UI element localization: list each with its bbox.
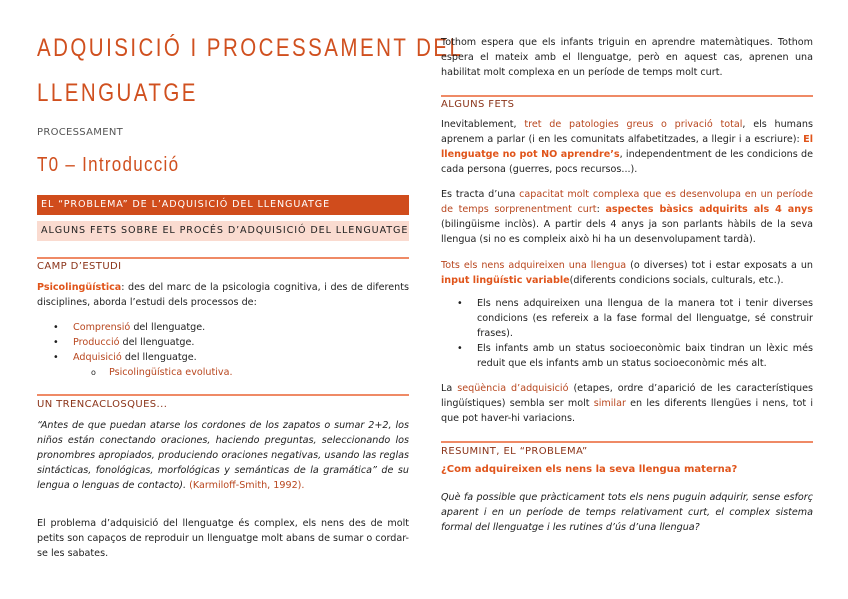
accent-text: Adquisició xyxy=(73,352,122,363)
text-run: “Antes de que puedan atarse los cordones de los zapatos o sumar 2+2, los niños están conectando oraciones, haciendo preguntas, seleccionando los pronombres apropiados, produciendo oraciones negativas, usando las reglas sintácticas, fonológicas, morfológicas y semánticas de la gramática” de su lengua o lenguas de contacto). xyxy=(37,420,409,491)
accent-text: Tots els nens adquireixen una llengua xyxy=(441,260,627,271)
highlight-text: Psicolingüística xyxy=(37,282,122,293)
accent-text: Producció xyxy=(73,337,120,348)
list-item xyxy=(37,320,409,335)
divider xyxy=(37,257,409,259)
highlight-text: input lingüístic variable xyxy=(441,275,570,286)
section-heading-resum: RESUMINT, EL “PROBLEMA” xyxy=(441,446,588,457)
accent-text: Psicolingüística evolutiva. xyxy=(109,367,233,378)
fets-bullet-list xyxy=(441,296,813,371)
divider xyxy=(441,95,813,97)
problem-paragraph xyxy=(37,516,409,561)
section-banner-primary: EL “PROBLEMA” DE L’ADQUISICIÓ DEL LLENGUATGE xyxy=(37,195,409,215)
list-item xyxy=(441,296,813,341)
text-run: Tothom espera que els infants triguin en aprendre matemàtiques. Tothom espera el mateix amb el llenguatge, però en aquest cas, aprenen una habilitat molt complexa en un període de temps molt curt. xyxy=(441,37,813,78)
text-run: del llenguatge. xyxy=(121,352,197,363)
key-question: ¿Com adquireixen els nens la seva llengua materna? xyxy=(441,464,738,475)
divider xyxy=(37,394,409,396)
text-run: La xyxy=(441,383,458,394)
highlight-text: El llenguatge no pot NO aprendre’s xyxy=(441,134,813,160)
fets-paragraph-3 xyxy=(441,258,813,288)
text-run: del llenguatge. xyxy=(119,337,195,348)
document-title-line2: LLENGUATGE xyxy=(37,79,198,107)
text-run: Es tracta d’una xyxy=(441,189,520,200)
text-run: (bilingüisme inclòs). A partir dels 4 anys ja son parlants hàbils de la seva llengua (si no es compleix això hi ha un desenvolupament tardà). xyxy=(441,219,813,245)
text-run: Què fa possible que pràcticament tots els nens puguin adquirir, sense esforç aparent i en un període de temps relativament curt, el complex sistema formal del llenguatge i les rutines d’ús d’una llengua? xyxy=(441,492,813,533)
text-run: del llenguatge. xyxy=(130,322,206,333)
subject-label: PROCESSAMENT xyxy=(37,127,124,138)
text-run: Els nens adquireixen una llengua de la manera tot i tenir diverses condicions (es refereix a la fase formal del llenguatge, sé construir frases). xyxy=(477,298,813,339)
section-banner-secondary: ALGUNS FETS SOBRE EL PROCÉS D’ADQUISICIÓ DEL LLENGUATGE xyxy=(37,221,409,241)
list-item xyxy=(37,335,409,350)
text-run: : xyxy=(596,204,606,215)
accent-text: seqüència d’adquisició xyxy=(457,383,569,394)
fets-paragraph-1 xyxy=(441,117,813,177)
text-run: Inevitablement, xyxy=(441,119,525,130)
text-run: Els infants amb un status socioeconòmic baix tindran un lèxic més reduit que els infants amb un status socioeconòmic més alt. xyxy=(477,343,813,369)
intro-paragraph xyxy=(441,35,813,80)
divider xyxy=(441,441,813,443)
fets-paragraph-2 xyxy=(441,187,813,247)
fets-paragraph-4 xyxy=(441,381,813,426)
accent-text: similar xyxy=(593,398,626,409)
text-run: (diferents condicions socials, culturals, etc.). xyxy=(569,275,784,286)
document-title: ADQUISICIÓ I PROCESSAMENT DEL xyxy=(37,34,464,62)
text-run: , els humans aprenem a parlar (i en les comunitats alfabetitzades, a llegir i a escriure): xyxy=(441,119,813,145)
section-heading-camp: CAMP D’ESTUDI xyxy=(37,261,122,272)
text-run: El problema d’adquisició del llenguatge és complex, els nens des de molt petits son capaços de reproduir un llenguatge molt abans de sumar o cordar-se les sabates. xyxy=(37,518,409,559)
topic-heading: T0 – Introducció xyxy=(37,154,180,176)
list-item xyxy=(37,350,409,365)
text-run: (etapes, ordre d’aparició de les característiques lingüístiques) sembla ser molt xyxy=(441,383,813,409)
text-run: : des del marc de la psicologia cognitiva, i des de diferents disciplines, aborda l’estudi dels processos de: xyxy=(37,282,409,308)
section-heading-trenca: UN TRENCACLOSQUES... xyxy=(37,399,168,410)
accent-text: (Karmiloff-Smith, 1992). xyxy=(189,480,305,491)
text-run: , independentment de les condicions de cada persona (guerres, pocs recursos...). xyxy=(441,149,813,175)
list-item xyxy=(441,341,813,371)
accent-text: tret de patologies greus o privació total xyxy=(524,119,743,130)
accent-text: capacitat molt complexa que es desenvolupa en un període de temps sorprenentment curt xyxy=(441,189,813,215)
camp-intro xyxy=(37,280,409,310)
quote-paragraph xyxy=(37,418,409,493)
resum-paragraph xyxy=(441,490,813,535)
section-heading-fets: ALGUNS FETS xyxy=(441,99,515,110)
sub-list-item xyxy=(37,365,409,380)
accent-text: Comprensió xyxy=(73,322,131,333)
text-run: (o diverses) tot i estar exposats a un xyxy=(626,260,813,271)
highlight-text: aspectes bàsics adquirits als 4 anys xyxy=(605,204,813,215)
camp-bullet-list xyxy=(37,320,409,380)
text-run: en les diferents llengües i nens, tot i que pot haver-hi variacions. xyxy=(441,398,813,424)
